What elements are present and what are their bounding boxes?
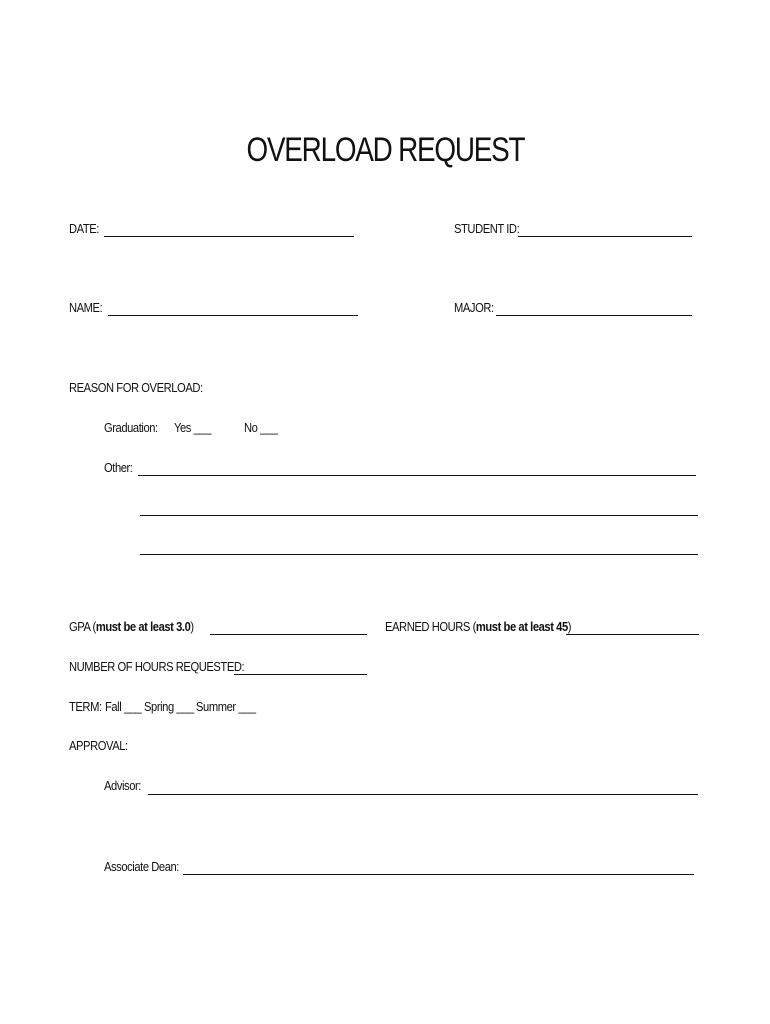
associate-dean-label: Associate Dean: [104,859,179,874]
earned-hours-label: EARNED HOURS (must be at least 45) [385,619,572,634]
earned-hours-field[interactable] [566,634,699,635]
other-label: Other: [104,460,133,475]
gpa-requirement: must be at least 3.0 [95,619,191,634]
other-reason-line-3[interactable] [140,554,698,555]
associate-dean-signature-field[interactable] [183,874,694,875]
graduation-yes-option[interactable]: Yes ___ [174,420,211,435]
gpa-field[interactable] [210,634,367,635]
graduation-no-option[interactable]: No ___ [244,420,278,435]
earned-hours-requirement: must be at least 45 [475,619,568,634]
term-fall-option[interactable]: Fall ___ [105,699,142,714]
name-label: NAME: [69,300,103,315]
student-id-label: STUDENT ID: [454,221,520,236]
other-reason-line-2[interactable] [140,515,698,516]
date-label: DATE: [69,221,99,236]
major-label: MAJOR: [454,300,494,315]
form-title: OVERLOAD REQUEST [246,131,524,169]
major-field[interactable] [496,315,692,316]
advisor-label: Advisor: [104,778,141,793]
hours-requested-label: NUMBER OF HOURS REQUESTED: [69,659,245,674]
advisor-signature-field[interactable] [148,794,698,795]
term-label: TERM: [69,699,102,714]
hours-requested-field[interactable] [234,674,367,675]
term-summer-option[interactable]: Summer ___ [196,699,256,714]
date-field[interactable] [104,236,354,237]
term-spring-option[interactable]: Spring ___ [144,699,194,714]
approval-label: APPROVAL: [69,738,128,753]
gpa-label: GPA (must be at least 3.0) [69,619,194,634]
name-field[interactable] [108,315,358,316]
reason-label: REASON FOR OVERLOAD: [69,380,203,395]
student-id-field[interactable] [518,236,692,237]
graduation-label: Graduation: [104,420,158,435]
other-reason-line-1[interactable] [138,475,696,476]
